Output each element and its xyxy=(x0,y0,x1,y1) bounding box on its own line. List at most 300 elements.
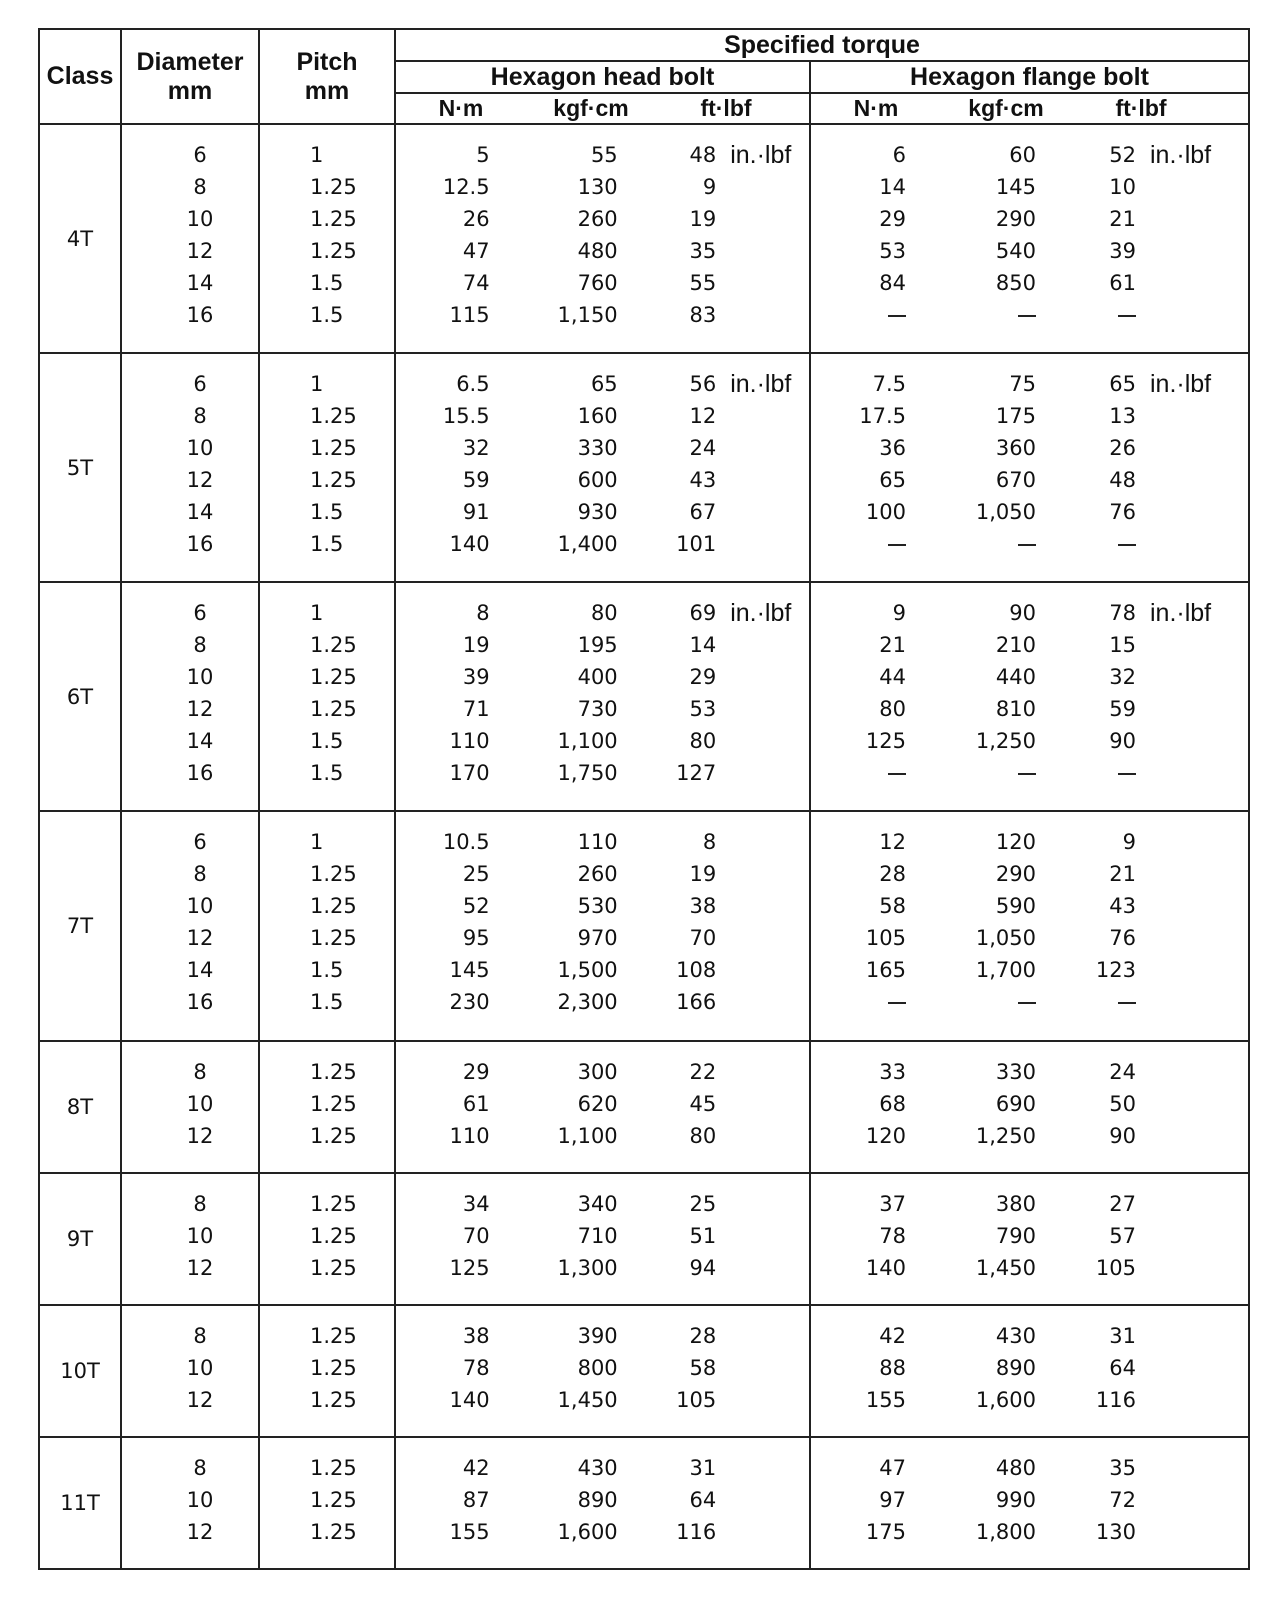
pitch-text: 1.5 xyxy=(310,761,344,786)
head-values xyxy=(396,368,809,400)
head-inlbf-label xyxy=(716,661,809,693)
hex-head-column xyxy=(395,353,810,582)
dash-mark xyxy=(1018,773,1036,775)
diameter-value xyxy=(122,1120,258,1152)
head-inlbf-label xyxy=(716,922,809,954)
pitch-column xyxy=(259,1173,395,1305)
class-group-row xyxy=(39,1041,1249,1173)
diameter-value xyxy=(122,1220,258,1252)
head-nm: 47 xyxy=(462,239,490,263)
flange-values xyxy=(811,725,1248,757)
diameter-text: 12 xyxy=(186,239,214,263)
flange-ftlbf: 24 xyxy=(1109,1059,1136,1084)
pitch-value xyxy=(260,661,394,693)
head-inlbf-label xyxy=(716,464,809,496)
flange-values xyxy=(811,858,1248,890)
head-kgf: 130 xyxy=(577,175,618,199)
flange-kgf: 810 xyxy=(995,697,1036,722)
flange-kgf: 145 xyxy=(995,175,1036,199)
flange-ftlbf: 90 xyxy=(1109,729,1136,754)
diameter-text: 16 xyxy=(186,532,214,557)
cell-block xyxy=(811,812,1248,1018)
flange-inlbf-label xyxy=(1136,299,1230,331)
flange-values xyxy=(811,1088,1248,1120)
header-head-units xyxy=(395,93,810,124)
cell-block xyxy=(811,583,1248,789)
flange-inlbf-label xyxy=(1136,986,1230,1018)
head-ftlbf: 31 xyxy=(689,1455,717,1480)
flange-kgf: 1,700 xyxy=(975,958,1036,983)
diameter-value xyxy=(122,597,258,629)
diameter-text: 12 xyxy=(186,468,214,493)
pitch-value xyxy=(260,858,394,890)
cell-block xyxy=(396,354,809,560)
head-nm: 10.5 xyxy=(442,830,490,855)
head-kgf: 930 xyxy=(577,500,618,525)
head-inlbf-label xyxy=(716,235,809,267)
head-nm: 52 xyxy=(462,894,490,919)
cell-block xyxy=(811,1174,1248,1284)
cell-block xyxy=(260,1042,394,1152)
pitch-value xyxy=(260,986,394,1018)
flange-nm: 14 xyxy=(879,175,906,199)
flange-inlbf-label xyxy=(1136,496,1230,528)
head-ftlbf: 83 xyxy=(689,303,717,327)
pitch-value xyxy=(260,1516,394,1548)
pitch-value xyxy=(260,757,394,789)
flange-values xyxy=(811,890,1248,922)
pitch-text: 1.5 xyxy=(310,990,344,1015)
pitch-value xyxy=(260,890,394,922)
cell-block xyxy=(122,354,258,560)
cell-block xyxy=(122,812,258,1018)
hex-flange-column xyxy=(810,1437,1249,1569)
unit-ftlbf: ft·lbf xyxy=(1115,95,1167,121)
head-ftlbf: 80 xyxy=(689,1123,717,1148)
head-nm: 74 xyxy=(462,271,490,295)
head-ftlbf: 101 xyxy=(676,532,717,557)
flange-inlbf-label xyxy=(1136,1352,1230,1384)
head-inlbf-label xyxy=(716,693,809,725)
pitch-value xyxy=(260,1452,394,1484)
pitch-text: 1.25 xyxy=(310,862,357,887)
flange-inlbf-label xyxy=(1136,528,1230,560)
head-ftlbf: 51 xyxy=(689,1223,717,1248)
head-ftlbf: 58 xyxy=(689,1355,717,1380)
pitch-column xyxy=(259,124,395,353)
flange-nm: 120 xyxy=(865,1123,906,1148)
head-inlbf-label xyxy=(716,1120,809,1152)
diameter-text: 14 xyxy=(186,271,214,295)
flange-nm: 21 xyxy=(879,633,906,658)
dash-mark xyxy=(1018,315,1036,317)
head-inlbf-label xyxy=(716,954,809,986)
head-values xyxy=(396,661,809,693)
head-inlbf-label xyxy=(716,1088,809,1120)
unit-nm: N·m xyxy=(438,95,484,121)
head-nm: 32 xyxy=(462,436,490,461)
flange-nm: 37 xyxy=(879,1191,906,1216)
hex-head-column xyxy=(395,1437,810,1569)
pitch-value xyxy=(260,368,394,400)
flange-inlbf-label xyxy=(1136,757,1230,789)
flange-inlbf-label xyxy=(1136,171,1230,203)
diameter-value xyxy=(122,171,258,203)
head-kgf: 710 xyxy=(577,1223,618,1248)
flange-kgf: 90 xyxy=(1009,601,1036,626)
hex-head-column xyxy=(395,1305,810,1437)
head-nm: 230 xyxy=(449,990,490,1015)
flange-ftlbf: 116 xyxy=(1095,1387,1136,1412)
class-label: 8T xyxy=(39,1041,121,1173)
flange-kgf: 120 xyxy=(995,830,1036,855)
head-kgf: 760 xyxy=(577,271,618,295)
class-group-row xyxy=(39,1437,1249,1569)
cell-block xyxy=(260,583,394,789)
flange-kgf: 440 xyxy=(995,665,1036,690)
flange-ftlbf: 78 xyxy=(1109,601,1136,626)
head-kgf: 2,300 xyxy=(557,990,618,1015)
head-inlbf-label xyxy=(716,528,809,560)
pitch-text: 1.5 xyxy=(310,500,344,525)
pitch-text: 1 xyxy=(310,143,324,167)
head-kgf: 1,100 xyxy=(557,729,618,754)
cell-block xyxy=(260,354,394,560)
pitch-column xyxy=(259,1437,395,1569)
diameter-value xyxy=(122,890,258,922)
head-nm: 140 xyxy=(449,1387,490,1412)
head-ftlbf: 19 xyxy=(689,862,717,887)
flange-nm: 6 xyxy=(892,143,906,167)
dash-mark xyxy=(888,773,906,775)
flange-values xyxy=(811,1056,1248,1088)
diameter-text: 6 xyxy=(193,601,207,626)
head-values xyxy=(396,1484,809,1516)
flange-values xyxy=(811,1320,1248,1352)
flange-inlbf-label xyxy=(1136,1384,1230,1416)
head-values xyxy=(396,267,809,299)
head-values xyxy=(396,826,809,858)
pitch-text: 1.25 xyxy=(310,1123,357,1148)
flange-values xyxy=(811,661,1248,693)
pitch-value xyxy=(260,400,394,432)
flange-nm: 140 xyxy=(865,1255,906,1280)
header-hex-head: Hexagon head bolt xyxy=(395,61,810,93)
pitch-text: 1.25 xyxy=(310,1519,357,1544)
head-inlbf-label xyxy=(716,725,809,757)
pitch-text: 1.25 xyxy=(310,468,357,493)
head-nm: 6.5 xyxy=(456,372,490,397)
head-ftlbf: 69 xyxy=(689,601,717,626)
flange-inlbf-label xyxy=(1136,400,1230,432)
diameter-text: 14 xyxy=(186,958,214,983)
flange-inlbf-label xyxy=(1136,464,1230,496)
head-values xyxy=(396,1056,809,1088)
head-inlbf-label xyxy=(716,757,809,789)
flange-kgf xyxy=(906,986,1036,1018)
head-ftlbf: 55 xyxy=(689,271,717,295)
flange-inlbf-label xyxy=(1136,858,1230,890)
head-values xyxy=(396,432,809,464)
pitch-text: 1.25 xyxy=(310,1323,357,1348)
head-values xyxy=(396,858,809,890)
head-kgf: 600 xyxy=(577,468,618,493)
flange-ftlbf: 32 xyxy=(1109,665,1136,690)
diameter-column xyxy=(121,1173,259,1305)
head-nm: 42 xyxy=(462,1455,490,1480)
header-diameter: Diameter mm xyxy=(121,29,259,124)
pitch-text: 1.25 xyxy=(310,1455,357,1480)
flange-values xyxy=(811,826,1248,858)
flange-kgf: 890 xyxy=(995,1355,1036,1380)
flange-kgf: 850 xyxy=(995,271,1036,295)
pitch-value xyxy=(260,464,394,496)
head-ftlbf: 12 xyxy=(689,404,717,429)
head-kgf: 430 xyxy=(577,1455,618,1480)
head-kgf: 390 xyxy=(577,1323,618,1348)
flange-nm: 12 xyxy=(879,830,906,855)
head-values xyxy=(396,235,809,267)
pitch-value xyxy=(260,1352,394,1384)
flange-ftlbf: 76 xyxy=(1109,500,1136,525)
flange-nm: 36 xyxy=(879,436,906,461)
head-nm: 115 xyxy=(449,303,490,327)
flange-kgf: 590 xyxy=(995,894,1036,919)
head-inlbf-label xyxy=(716,1220,809,1252)
flange-kgf: 1,450 xyxy=(975,1255,1036,1280)
head-nm: 110 xyxy=(449,729,490,754)
class-group-row xyxy=(39,582,1249,811)
flange-values xyxy=(811,464,1248,496)
head-nm: 110 xyxy=(449,1123,490,1148)
pitch-value xyxy=(260,1252,394,1284)
head-inlbf-label xyxy=(716,1188,809,1220)
flange-inlbf-label xyxy=(1136,629,1230,661)
pitch-value xyxy=(260,1088,394,1120)
flange-inlbf-label xyxy=(1136,1220,1230,1252)
flange-ftlbf: 21 xyxy=(1109,862,1136,887)
cell-block xyxy=(122,1438,258,1548)
head-ftlbf: 64 xyxy=(689,1487,717,1512)
cell-block xyxy=(122,1042,258,1152)
flange-kgf xyxy=(906,528,1036,560)
diameter-value xyxy=(122,1056,258,1088)
head-kgf: 300 xyxy=(577,1059,618,1084)
head-kgf: 1,750 xyxy=(557,761,618,786)
head-nm: 61 xyxy=(462,1091,490,1116)
unit-ftlbf: ft·lbf xyxy=(700,95,752,121)
pitch-value xyxy=(260,203,394,235)
head-nm: 25 xyxy=(462,862,490,887)
diameter-value xyxy=(122,1516,258,1548)
flange-nm: 97 xyxy=(879,1487,906,1512)
flange-nm: 105 xyxy=(865,926,906,951)
class-label: 4T xyxy=(39,124,121,353)
unit-kgf: kgf·cm xyxy=(553,95,629,121)
pitch-text: 1.25 xyxy=(310,894,357,919)
diameter-column xyxy=(121,124,259,353)
pitch-text: 1.25 xyxy=(310,1091,357,1116)
head-kgf: 1,100 xyxy=(557,1123,618,1148)
hex-flange-column xyxy=(810,1305,1249,1437)
hex-head-column xyxy=(395,582,810,811)
head-inlbf-label xyxy=(716,1384,809,1416)
head-inlbf-label xyxy=(716,629,809,661)
head-ftlbf: 14 xyxy=(689,633,717,658)
diameter-value xyxy=(122,1452,258,1484)
head-inlbf-label xyxy=(716,858,809,890)
head-values xyxy=(396,299,809,331)
diameter-value xyxy=(122,1188,258,1220)
head-ftlbf: 8 xyxy=(702,830,717,855)
diameter-text: 10 xyxy=(186,1091,214,1116)
flange-inlbf-label xyxy=(1136,1252,1230,1284)
head-inlbf-label: in.·lbf xyxy=(730,599,792,628)
diameter-column xyxy=(121,582,259,811)
head-inlbf-label xyxy=(716,1320,809,1352)
flange-nm: 53 xyxy=(879,239,906,263)
hex-head-column xyxy=(395,1173,810,1305)
head-values xyxy=(396,1452,809,1484)
head-values xyxy=(396,922,809,954)
head-inlbf-label xyxy=(716,826,809,858)
head-ftlbf: 19 xyxy=(689,207,717,231)
flange-ftlbf: 50 xyxy=(1109,1091,1136,1116)
pitch-text: 1.25 xyxy=(310,239,357,263)
flange-inlbf-label xyxy=(1136,1088,1230,1120)
diameter-text: 8 xyxy=(193,1323,207,1348)
header-hex-flange: Hexagon flange bolt xyxy=(810,61,1249,93)
pitch-column xyxy=(259,582,395,811)
diameter-text: 8 xyxy=(193,862,207,887)
flange-values xyxy=(811,235,1248,267)
diameter-value xyxy=(122,922,258,954)
head-values xyxy=(396,1220,809,1252)
head-nm: 59 xyxy=(462,468,490,493)
pitch-value xyxy=(260,1188,394,1220)
cell-block xyxy=(811,354,1248,560)
flange-ftlbf xyxy=(1036,299,1136,331)
head-inlbf-label: in.·lbf xyxy=(730,370,792,399)
head-ftlbf: 80 xyxy=(689,729,717,754)
head-kgf: 400 xyxy=(577,665,618,690)
diameter-text: 6 xyxy=(193,830,207,855)
head-kgf: 890 xyxy=(577,1487,618,1512)
head-ftlbf: 38 xyxy=(689,894,717,919)
head-ftlbf: 166 xyxy=(676,990,717,1015)
flange-values xyxy=(811,597,1248,629)
class-group-row xyxy=(39,1305,1249,1437)
diameter-column xyxy=(121,811,259,1040)
flange-ftlbf: 35 xyxy=(1109,1455,1136,1480)
flange-nm: 165 xyxy=(865,958,906,983)
head-inlbf-label xyxy=(716,432,809,464)
flange-inlbf-label xyxy=(1136,267,1230,299)
cell-block xyxy=(396,1174,809,1284)
flange-ftlbf: 13 xyxy=(1109,404,1136,429)
pitch-value xyxy=(260,432,394,464)
head-nm: 8 xyxy=(476,601,490,626)
flange-inlbf-label xyxy=(1136,725,1230,757)
flange-kgf: 210 xyxy=(995,633,1036,658)
head-values xyxy=(396,1320,809,1352)
head-kgf: 1,450 xyxy=(557,1387,618,1412)
dash-mark xyxy=(1118,315,1136,317)
flange-nm: 65 xyxy=(879,468,906,493)
head-inlbf-label xyxy=(716,1252,809,1284)
diameter-value xyxy=(122,1352,258,1384)
flange-ftlbf: 65 xyxy=(1109,372,1136,397)
diameter-text: 12 xyxy=(186,926,214,951)
pitch-value xyxy=(260,725,394,757)
head-values xyxy=(396,139,809,171)
pitch-value xyxy=(260,922,394,954)
head-ftlbf: 127 xyxy=(676,761,717,786)
diameter-value xyxy=(122,1252,258,1284)
diameter-value xyxy=(122,203,258,235)
head-ftlbf: 53 xyxy=(689,697,717,722)
flange-values xyxy=(811,1352,1248,1384)
dash-mark xyxy=(888,1002,906,1004)
head-nm: 39 xyxy=(462,665,490,690)
flange-ftlbf: 43 xyxy=(1109,894,1136,919)
cell-block xyxy=(396,1306,809,1416)
flange-ftlbf: 61 xyxy=(1109,271,1136,295)
head-ftlbf: 105 xyxy=(676,1387,717,1412)
flange-values xyxy=(811,432,1248,464)
head-ftlbf: 48 xyxy=(689,143,717,167)
pitch-text: 1.5 xyxy=(310,958,344,983)
pitch-text: 1.25 xyxy=(310,1255,357,1280)
flange-kgf: 480 xyxy=(995,1455,1036,1480)
diameter-text: 12 xyxy=(186,1255,214,1280)
pitch-value xyxy=(260,954,394,986)
flange-kgf: 380 xyxy=(995,1191,1036,1216)
dash-mark xyxy=(1118,544,1136,546)
diameter-text: 6 xyxy=(193,143,207,167)
torque-table xyxy=(38,28,1250,1570)
flange-kgf: 790 xyxy=(995,1223,1036,1248)
diameter-text: 8 xyxy=(193,404,207,429)
class-label: 10T xyxy=(39,1305,121,1437)
pitch-text: 1 xyxy=(310,601,324,626)
diameter-text: 12 xyxy=(186,1519,214,1544)
head-kgf: 260 xyxy=(577,207,618,231)
flange-nm: 84 xyxy=(879,271,906,295)
flange-nm: 88 xyxy=(879,1355,906,1380)
pitch-text: 1.25 xyxy=(310,1387,357,1412)
pitch-column xyxy=(259,811,395,1040)
flange-inlbf-label xyxy=(1136,1320,1230,1352)
diameter-column xyxy=(121,1305,259,1437)
head-kgf: 800 xyxy=(577,1355,618,1380)
flange-inlbf-label xyxy=(1136,203,1230,235)
head-values xyxy=(396,693,809,725)
flange-ftlbf: 31 xyxy=(1109,1323,1136,1348)
head-ftlbf: 43 xyxy=(689,468,717,493)
flange-inlbf-label xyxy=(1136,826,1230,858)
head-kgf: 195 xyxy=(577,633,618,658)
diameter-value xyxy=(122,432,258,464)
flange-values xyxy=(811,496,1248,528)
head-values xyxy=(396,757,809,789)
cell-block xyxy=(396,1042,809,1152)
cell-block xyxy=(396,1438,809,1548)
diameter-text: 10 xyxy=(186,1487,214,1512)
flange-nm: 42 xyxy=(879,1323,906,1348)
cell-block xyxy=(122,125,258,331)
flange-ftlbf: 64 xyxy=(1109,1355,1136,1380)
